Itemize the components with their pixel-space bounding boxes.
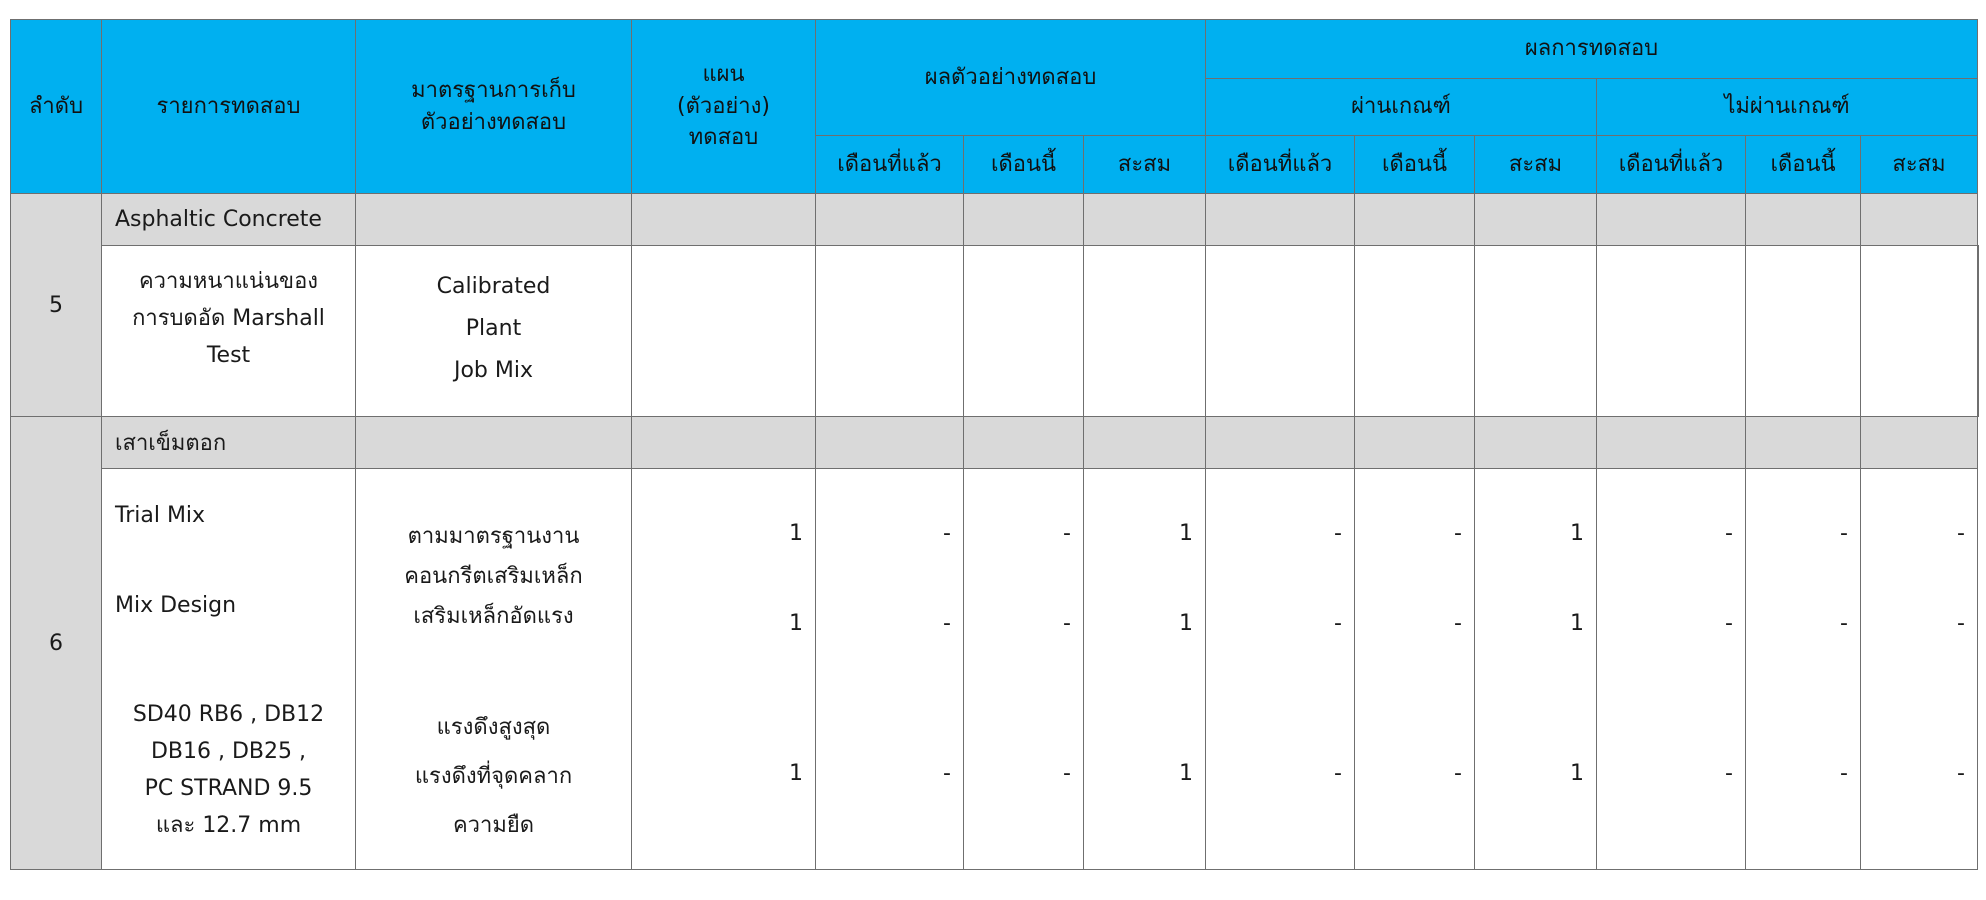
pass-this-month-cell (1355, 469, 1475, 870)
test-results-table (10, 19, 1979, 870)
header-fail-last-month: เดือนที่แล้ว (1597, 136, 1746, 194)
pass-last-month-cell (1206, 469, 1355, 870)
value: - (1063, 611, 1071, 636)
samples-cumulative-cell (1084, 469, 1206, 870)
standard-cell (356, 469, 632, 870)
header-pass-cumulative: สะสม (1475, 136, 1597, 194)
standard-line: Calibrated (436, 274, 551, 299)
row-index: 6 (11, 417, 102, 870)
value: - (1334, 611, 1342, 636)
standard-line: เสริมเหล็กอัดแรง (413, 604, 574, 629)
header-samples-this-month: เดือนนี้ (964, 136, 1084, 194)
value: - (1063, 761, 1071, 786)
item-cell (102, 246, 356, 417)
header-fail-this-month: เดือนนี้ (1746, 136, 1861, 194)
value: - (1725, 761, 1733, 786)
standard-line: ตามมาตรฐานงาน (407, 524, 580, 549)
plan-value: 1 (789, 521, 803, 546)
fail-cumulative-cell (1861, 469, 1978, 870)
value: - (1957, 521, 1965, 546)
value: - (943, 761, 951, 786)
value: 1 (1570, 761, 1584, 786)
standard-line: แรงดึงที่จุดคลาก (414, 764, 573, 789)
standard-cell (356, 246, 632, 417)
item-line: Test (206, 342, 251, 368)
value: - (1454, 611, 1462, 636)
pass-cumulative-cell (1475, 469, 1597, 870)
value: 1 (1570, 611, 1584, 636)
header-standard: มาตรฐานการเก็บ ตัวอย่างทดสอบ (356, 20, 632, 194)
header-plan (632, 20, 816, 194)
standard-line: แรงดึงสูงสุด (436, 715, 551, 740)
value: - (1334, 761, 1342, 786)
sub-item-label: Mix Design (115, 593, 237, 618)
sub-item-label: DB16 , DB25 , (150, 738, 307, 764)
value: - (1725, 611, 1733, 636)
samples-last-month-cell (816, 469, 964, 870)
section-row (11, 194, 1979, 246)
header-group-fail: ไม่ผ่านเกณฑ์ (1597, 79, 1978, 136)
standard-line: Plant (465, 316, 522, 341)
value: - (1957, 611, 1965, 636)
header-samples-cumulative: สะสม (1084, 136, 1206, 194)
value: - (943, 611, 951, 636)
header-pass-last-month: เดือนที่แล้ว (1206, 136, 1355, 194)
section-title: Asphaltic Concrete (102, 194, 356, 246)
header-samples-last-month: เดือนที่แล้ว (816, 136, 964, 194)
header-plan-line-3: ทดสอบ (688, 125, 759, 151)
sub-item-label: และ 12.7 mm (155, 812, 302, 838)
value: 1 (1179, 611, 1193, 636)
sub-item-label: PC STRAND 9.5 (144, 775, 313, 801)
item-line: การบดอัด Marshall (132, 305, 325, 331)
value: - (1840, 761, 1848, 786)
header-index: ลำดับ (11, 20, 102, 194)
samples-this-month-cell (964, 469, 1084, 870)
value: - (1957, 761, 1965, 786)
plan-cell (632, 469, 816, 870)
standard-line: คอนกรีตเสริมเหล็ก (404, 564, 583, 589)
value: 1 (1570, 521, 1584, 546)
value: 1 (1179, 521, 1193, 546)
value: - (1840, 611, 1848, 636)
fail-last-month-cell (1597, 469, 1746, 870)
plan-value: 1 (789, 611, 803, 636)
header-item: รายการทดสอบ (102, 20, 356, 194)
section-row (11, 417, 1979, 469)
table-row (11, 246, 1979, 417)
value: - (1334, 521, 1342, 546)
value: - (1725, 521, 1733, 546)
header-group-samples: ผลตัวอย่างทดสอบ (816, 20, 1206, 136)
value: - (943, 521, 951, 546)
standard-line: ความยืด (452, 813, 535, 838)
value: - (1454, 761, 1462, 786)
report-table-container (10, 19, 1979, 870)
item-line: ความหนาแน่นของ (138, 269, 319, 294)
fail-this-month-cell (1746, 469, 1861, 870)
header-fail-cumulative: สะสม (1861, 136, 1978, 194)
header-group-results: ผลการทดสอบ (1206, 20, 1978, 79)
value: - (1454, 521, 1462, 546)
header-group-pass: ผ่านเกณฑ์ (1206, 79, 1597, 136)
item-cell (102, 469, 356, 870)
header-plan-line-2: (ตัวอย่าง) (676, 93, 770, 119)
section-title: เสาเข็มตอก (102, 417, 356, 469)
header-pass-this-month: เดือนนี้ (1355, 136, 1475, 194)
sub-item-label: Trial Mix (115, 503, 206, 528)
header-plan-line-1: แผน (702, 61, 745, 87)
row-index: 5 (11, 194, 102, 417)
value: - (1063, 521, 1071, 546)
value: - (1840, 521, 1848, 546)
value: 1 (1179, 761, 1193, 786)
table-row (11, 469, 1979, 870)
plan-value: 1 (789, 761, 803, 786)
sub-item-label: SD40 RB6 , DB12 (132, 702, 325, 727)
standard-line: Job Mix (453, 358, 534, 383)
